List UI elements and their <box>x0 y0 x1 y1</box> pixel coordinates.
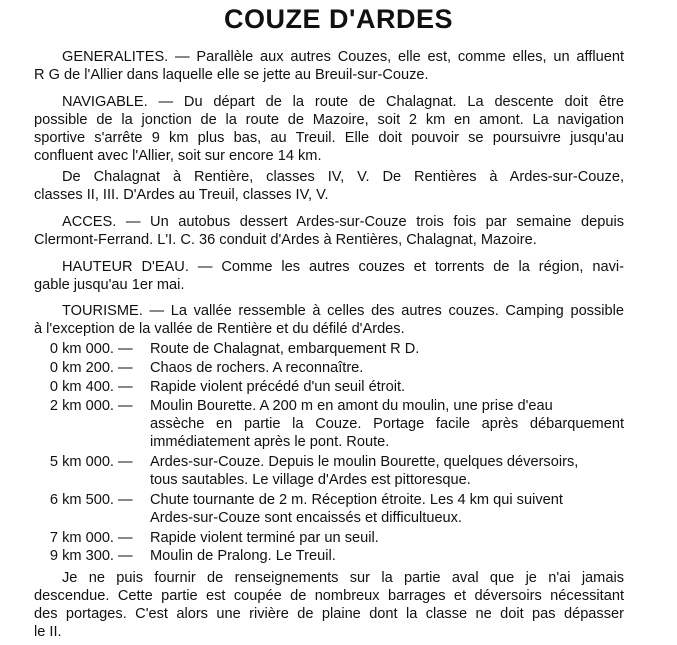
km-marker: 2 km 000. <box>49 398 114 414</box>
itinerary-text: Ardes-sur-Couze. Depuis le moulin Bourette, quelques déversoirs, <box>150 454 579 470</box>
conclusion-line-4: le II. <box>34 624 62 640</box>
itinerary-entry <box>0 491 677 509</box>
em-dash: — <box>118 341 133 357</box>
itinerary-entry <box>0 397 677 415</box>
em-dash: — <box>118 398 133 414</box>
itinerary-entry <box>0 359 677 377</box>
itinerary-entry <box>0 340 677 358</box>
km-marker: 7 km 000. <box>49 530 114 546</box>
km-marker: 0 km 400. <box>49 379 114 395</box>
navigable-line-6: classes II, III. D'Ardes au Treuil, classes IV, V. <box>34 187 329 203</box>
tourisme-line-1: TOURISME. — La vallée ressemble à celles des autres couzes. Camping possible <box>62 303 624 319</box>
itinerary-entry <box>0 453 677 471</box>
navigable-line-3: sportive s'arrête 9 km plus bas, au Treuil. Elle doit pouvoir se poursuivre jusqu'au <box>34 130 624 146</box>
itinerary-text: Chaos de rochers. A reconnaître. <box>150 360 364 376</box>
conclusion-line-3: des portages. C'est alors une rivière de plaine dont la classe ne doit pas dépasser <box>34 606 624 622</box>
itinerary-entry <box>0 547 677 565</box>
km-marker: 5 km 000. <box>49 454 114 470</box>
hauteur-line-1: HAUTEUR D'EAU. — Comme les autres couzes et torrents de la région, navi- <box>62 259 624 275</box>
navigable-line-1: NAVIGABLE. — Du départ de la route de Chalagnat. La descente doit être <box>62 94 624 110</box>
itinerary-text: Rapide violent précédé d'un seuil étroit. <box>150 379 406 395</box>
em-dash: — <box>118 379 133 395</box>
em-dash: — <box>118 360 133 376</box>
km-marker: 9 km 300. <box>49 548 114 564</box>
itinerary-text: Moulin de Pralong. Le Treuil. <box>150 548 336 564</box>
conclusion-line-1: Je ne puis fournir de renseignements sur la partie aval que je n'ai jamais <box>62 570 624 586</box>
itinerary-text-cont: immédiatement après le pont. Route. <box>150 434 390 450</box>
itinerary-entry <box>0 529 677 547</box>
itinerary-text: Moulin Bourette. A 200 m en amont du moulin, une prise d'eau <box>150 398 553 414</box>
acces-line-1: ACCES. — Un autobus dessert Ardes-sur-Couze trois fois par semaine depuis <box>62 214 624 230</box>
hauteur-line-2: gable jusqu'au 1er mai. <box>34 277 185 293</box>
itinerary-text: Rapide violent terminé par un seuil. <box>150 530 379 546</box>
itinerary-text-cont: tous sautables. Le village d'Ardes est pittoresque. <box>150 472 471 488</box>
conclusion-line-2: descendue. Cette partie est coupée de nombreux barrages et déversoirs nécessitant <box>34 588 624 604</box>
em-dash: — <box>118 454 133 470</box>
itinerary-text-cont: assèche en partie la Couze. Portage facile après débarquement <box>150 416 624 432</box>
itinerary-text: Route de Chalagnat, embarquement R D. <box>150 341 420 357</box>
itinerary-text-cont: Ardes-sur-Couze sont encaissés et difficultueux. <box>150 510 463 526</box>
page-title: COUZE D'ARDES <box>224 4 453 34</box>
em-dash: — <box>118 492 133 508</box>
navigable-line-2: possible de la jonction de la route de Mazoire, soit 2 km en amont. La navigation <box>34 112 624 128</box>
navigable-line-4: confluent avec l'Allier, soit sur encore 14 km. <box>34 148 322 164</box>
generalites-line-1: GENERALITES. — Parallèle aux autres Couzes, elle est, comme elles, un affluent <box>62 49 624 65</box>
em-dash: — <box>118 548 133 564</box>
itinerary-text: Chute tournante de 2 m. Réception étroite. Les 4 km qui suivent <box>150 492 563 508</box>
generalites-line-2: R G de l'Allier dans laquelle elle se jette au Breuil-sur-Couze. <box>34 67 429 83</box>
km-marker: 0 km 200. <box>49 360 114 376</box>
navigable-line-5: De Chalagnat à Rentière, classes IV, V. De Rentières à Ardes-sur-Couze, <box>62 169 624 185</box>
acces-line-2: Clermont-Ferrand. L'I. C. 36 conduit d'Ardes à Rentières, Chalagnat, Mazoire. <box>34 232 537 248</box>
itinerary-entry <box>0 378 677 396</box>
km-marker: 0 km 000. <box>49 341 114 357</box>
em-dash: — <box>118 530 133 546</box>
tourisme-line-2: à l'exception de la vallée de Rentière et du défilé d'Ardes. <box>34 321 405 337</box>
km-marker: 6 km 500. <box>49 492 114 508</box>
